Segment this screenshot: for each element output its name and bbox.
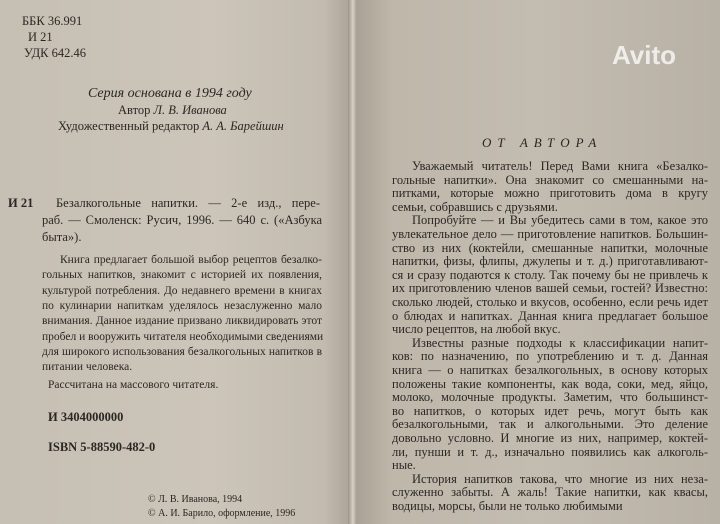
index-code: И 3404000000 [48, 410, 124, 424]
preface-line: водицы, морсы, были не только любимыми [392, 499, 623, 513]
preface-line: положены такие компоненты, как вода, соки, мед, яйцо, [392, 376, 708, 391]
preface-line: безалкогольными, так и алкогольными. Это деление [392, 417, 708, 432]
preface-line: книга — о напитках безалкогольных, в основу которых [392, 363, 708, 377]
preface-line: семьи, собравшись с друзьями. [392, 199, 558, 214]
preface-line: гольные напитки». Она знакомит со смешанными на- [392, 172, 708, 187]
preface-line: ли, пунши и т. д., изначально появились как алкоголь- [392, 444, 708, 459]
preface-line: ся и сразу подаются к столу. Так почему бы не привлечь к [392, 267, 708, 282]
preface-line: ство из них (коктейли, смешанные напитки, молочные [392, 240, 708, 255]
bibliography-line: раб. — Смоленск: Русич, 1996. — 640 с. («Азбука [42, 213, 322, 227]
preface-line: во напитков, о которых идет речь, могут быть как [392, 403, 708, 418]
annotation-line: пробел и вооружить читателя необходимыми сведениями [42, 330, 324, 343]
annotation-line: культурой потребления. До недавнего времени в книгах [42, 284, 322, 297]
bibliography-line: Безалкогольные напитки. — 2-е изд., пере- [56, 196, 320, 210]
preface-line: увлекательное дело — приготовление напитков. Большин- [392, 227, 708, 241]
catalog-code: И 21 [8, 196, 34, 210]
preface-line: Уважаемый читатель! Перед Вами книга «Безалко- [412, 159, 708, 173]
annotation-line: Книга предлагает большой выбор рецептов безалко- [60, 254, 322, 266]
annotation-line: для широкого использования безалкогольных напитков в [42, 345, 322, 358]
author-name: Л. В. Иванова [153, 103, 227, 117]
preface-line: Известны разные подходы к классификации напит- [412, 335, 708, 350]
annotation-line: внимания. Данное издание призвано ликвидировать этот [42, 315, 322, 328]
preface-line: о блюдах и напитках. Данная книга предлагает большое [392, 308, 708, 323]
author-line [118, 103, 227, 117]
copyright-line: © Л. В. Иванова, 1994 [148, 494, 243, 505]
avito-watermark: Avito [612, 40, 677, 70]
author-label: Автор [118, 103, 151, 117]
preface-line: довольно условно. И многие из них, например, коктей- [392, 431, 708, 445]
preface-line: служенно забыты. А жаль! Такие напитки, как квасы, [392, 485, 708, 500]
editor-line [58, 119, 284, 133]
preface-line: сколько людей, столько и вкусов, особенно, если речь идет [392, 295, 708, 309]
editor-name: А. А. Барейшин [202, 119, 284, 133]
preface-line: напитки, физы, флипы, джулепы и т. д.) приготавливают- [392, 254, 708, 269]
series-note: Серия основана в 1994 году [88, 86, 252, 101]
annotation-line: по кулинарии напиткам уделялось незаслуженно мало [42, 299, 322, 312]
preface-line: ные. [392, 458, 416, 473]
preface-line: История напитков такова, что многие из них неза- [412, 471, 708, 486]
bibliography-line: быта»). [42, 230, 82, 244]
preface-line: Попробуйте — и Вы убедитесь сами в том, какое это [412, 213, 708, 228]
preface-line: ков: по назначению, по употреблению и т. д. Данная [392, 349, 708, 364]
left-page [0, 0, 352, 524]
editor-label: Художественный редактор [58, 119, 200, 133]
annotation-line: питании человека. [42, 361, 133, 374]
preface-line: питками, которые можно приготовить дома в кругу [392, 186, 708, 201]
audience-note: Рассчитана на массового читателя. [48, 379, 219, 391]
bbk-code: ББК 36.991 [22, 14, 83, 28]
udk-code: УДК 642.46 [24, 46, 86, 60]
isbn: ISBN 5-88590-482-0 [48, 440, 156, 454]
section-heading: ОТ АВТОРА [482, 135, 603, 150]
annotation-line: гольных напитков, знакомит с историей их появления, [42, 269, 322, 282]
copyright-line: © А. И. Барило, оформление, 1996 [148, 508, 296, 519]
preface-line: число рецептов, на любой вкус. [392, 322, 561, 337]
preface-line: их приготовлению членов вашей семьи, гостей? Известно: [392, 281, 708, 296]
author-mark: И 21 [28, 30, 53, 44]
preface-line: молоко, молочные продукты. Заметим, что большинст- [392, 390, 708, 405]
